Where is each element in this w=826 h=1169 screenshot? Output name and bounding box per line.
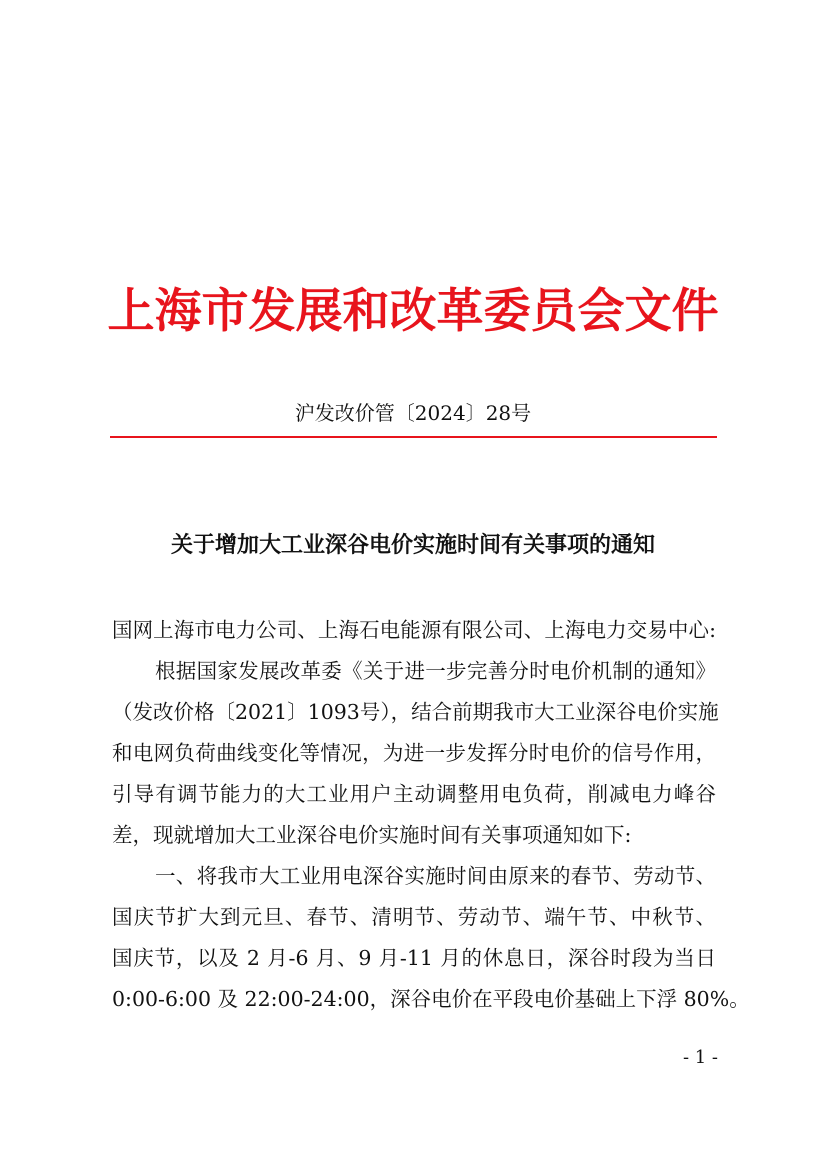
body-line: 根据国家发展改革委《关于进一步完善分时电价机制的通知》	[155, 659, 716, 683]
body-line: 国庆节扩大到元旦、春节、清明节、劳动节、端午节、中秋节、	[112, 905, 716, 929]
body-line: 国庆节，以及 2 月-6 月、9 月-11 月的休息日，深谷时段为当日	[112, 946, 716, 970]
addressee-line: 国网上海市电力公司、上海石电能源有限公司、上海电力交易中心:	[112, 618, 716, 642]
red-divider	[110, 436, 717, 438]
body-line: 和电网负荷曲线变化等情况，为进一步发挥分时电价的信号作用，	[112, 741, 716, 765]
page-number: - 1 -	[682, 1047, 718, 1068]
body-line: 一、将我市大工业用电深谷实施时间由原来的春节、劳动节、	[155, 864, 716, 888]
notice-title: 关于增加大工业深谷电价实施时间有关事项的通知	[170, 532, 655, 558]
body-line: 引导有调节能力的大工业用户主动调整用电负荷，削减电力峰谷	[112, 782, 716, 806]
body-line: （发改价格〔2021〕1093号），结合前期我市大工业深谷电价实施	[112, 700, 719, 724]
issuer-title: 上海市发展和改革委员会文件	[107, 284, 719, 339]
document-number: 沪发改价管〔2024〕28号	[294, 401, 532, 425]
body-line: 差，现就增加大工业深谷电价实施时间有关事项通知如下:	[112, 823, 632, 847]
body-line: 0:00-6:00 及 22:00-24:00，深谷电价在平段电价基础上下浮 80%。	[112, 987, 750, 1011]
